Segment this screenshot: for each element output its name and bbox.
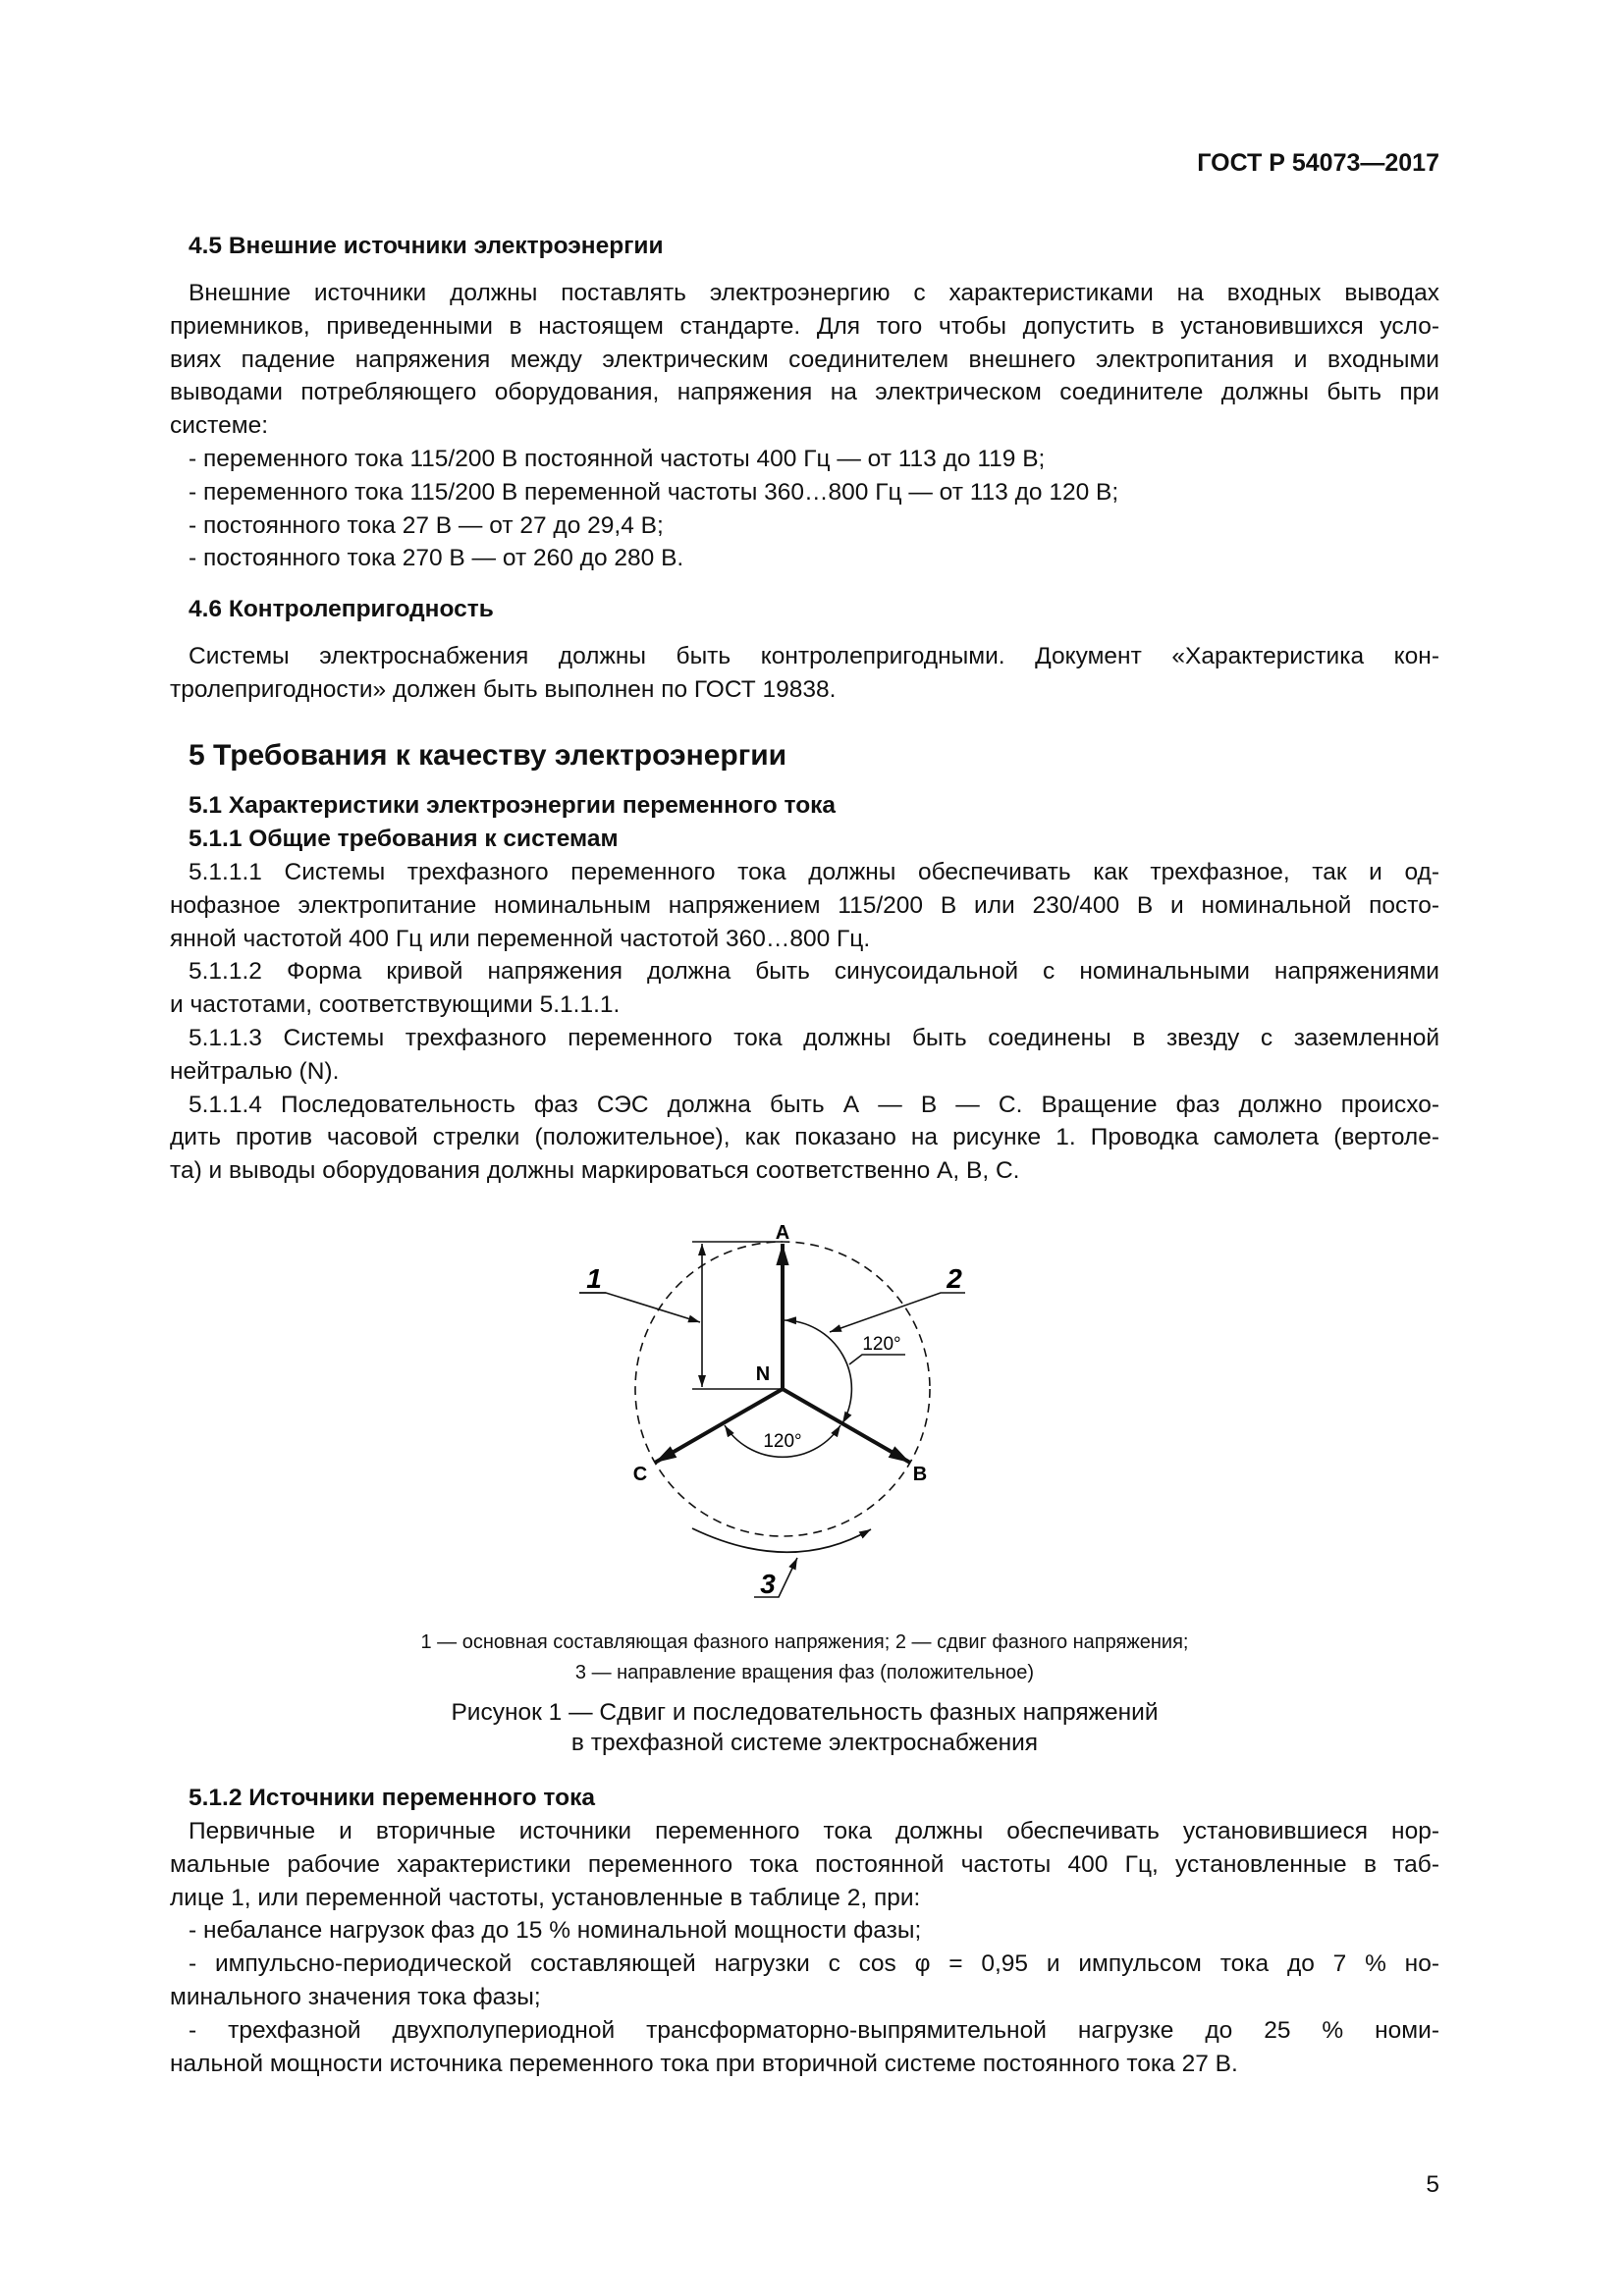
paragraph-line: 5.1.1.2 Форма кривой напряжения должна быть синусоидальной с номинальными напряжениями	[189, 958, 1439, 986]
figure-legend-line: 3 — направление вращения фаз (положительное)	[574, 1662, 1035, 1683]
paragraph-line: приемников, приведенными в настоящем стандарте. Для того чтобы допустить в установившихся усло-	[170, 312, 1439, 340]
paragraph-line: та) и выводы оборудования должны маркироваться соответственно А, В, С.	[170, 1157, 1020, 1185]
list-item: - постоянного тока 27 В — от 27 до 29,4 В;	[189, 511, 664, 539]
paragraph-line: янной частотой 400 Гц или переменной частотой 360…800 Гц.	[170, 925, 871, 952]
leader-2	[830, 1293, 965, 1332]
list-item: - постоянного тока 270 В — от 260 до 280 В.	[189, 545, 684, 572]
subsection-heading: 4.5 Внешние источники электроэнергии	[189, 233, 664, 259]
leader-1	[579, 1293, 700, 1322]
document-section	[170, 230, 1439, 575]
angle-leader	[849, 1355, 905, 1364]
spacer	[170, 626, 1439, 640]
paragraph-line: минального значения тока фазы;	[170, 1983, 541, 2010]
paragraph-line: нальной мощности источника переменного тока при вторичной системе постоянного тока 27 В.	[170, 2050, 1238, 2077]
figure-legend-line: 1 — основная составляющая фазного напряжения; 2 — сдвиг фазного напряжения;	[420, 1631, 1189, 1653]
paragraph-line: и частотами, соответствующими 5.1.1.1.	[170, 991, 621, 1019]
label-b: B	[912, 1464, 928, 1485]
figure-title-line: Рисунок 1 — Сдвиг и последовательность фазных напряжений	[451, 1699, 1159, 1726]
paragraph-line: тролепригодности» должен быть выполнен по ГОСТ 19838.	[170, 675, 837, 703]
spacer	[170, 263, 1439, 277]
subsection-heading: 5.1 Характеристики электроэнергии переменного тока	[189, 792, 837, 819]
paragraph-line: лице 1, или переменной частоты, установленные в таблице 2, при:	[170, 1884, 921, 1911]
paragraph-line: нейтралью (N).	[170, 1057, 340, 1085]
paragraph-line: мальные рабочие характеристики переменного тока постоянной частоты 400 Гц, установленные в таб-	[170, 1850, 1439, 1878]
document-section	[170, 593, 1439, 707]
label-n: N	[755, 1363, 771, 1385]
label-angle-top: 120°	[862, 1334, 901, 1355]
paragraph-line: выводами потребляющего оборудования, напряжения на электрическом соединителе должны быть при	[170, 379, 1439, 406]
paragraph-line: 5.1.1.1 Системы трехфазного переменного тока должны обеспечивать как трехфазное, так и од-	[189, 859, 1439, 885]
document-section	[170, 1782, 1439, 2080]
section-heading: 5 Требования к качеству электроэнергии	[189, 739, 787, 772]
callout-3: 3	[760, 1569, 776, 1599]
spacer	[170, 775, 1439, 789]
document-section	[170, 736, 1439, 1188]
paragraph-line: виях падение напряжения между электрическим соединителем внешнего электропитания и входными	[170, 346, 1439, 373]
callout-1: 1	[586, 1263, 602, 1294]
paragraph-line: 5.1.1.4 Последовательность фаз СЭС должна быть А — В — С. Вращение фаз должно происхо-	[189, 1091, 1439, 1118]
subsection-heading: 4.6 Контролепригодность	[189, 596, 494, 622]
rotation-arrow	[692, 1528, 871, 1552]
label-angle-bottom: 120°	[763, 1431, 802, 1452]
phase-diagram	[540, 1207, 1031, 1649]
list-item: - переменного тока 115/200 В постоянной частоты 400 Гц — от 113 до 119 В;	[189, 445, 1046, 472]
label-c: C	[632, 1464, 648, 1485]
paragraph-line: Внешние источники должны поставлять электроэнергию с характеристиками на входных выводах	[189, 280, 1439, 306]
paragraph-line: Системы электроснабжения должны быть контролепригодными. Документ «Характеристика кон-	[189, 643, 1439, 669]
list-item: - переменного тока 115/200 В переменной частоты 360…800 Гц — от 113 до 120 В;	[189, 478, 1119, 506]
figure-legend	[170, 1628, 1439, 1688]
callout-2: 2	[947, 1263, 962, 1294]
paragraph-line: нофазное электропитание номинальным напряжением 115/200 В или 230/400 В и номинальной посто-	[170, 891, 1439, 919]
subsection-heading: 5.1.1 Общие требования к системам	[189, 826, 619, 852]
paragraph-line: - трехфазной двухполупериодной трансформаторно-выпрямительной нагрузке до 25 % номи-	[189, 2016, 1439, 2044]
label-a: A	[775, 1222, 790, 1244]
paragraph-line: - небалансе нагрузок фаз до 15 % номинальной мощности фазы;	[189, 1917, 922, 1945]
paragraph-line: - импульсно-периодической составляющей нагрузки с cos φ = 0,95 и импульсом тока до 7 % но-	[189, 1950, 1439, 1978]
page-number: 5	[1426, 2171, 1439, 2198]
subsection-heading: 5.1.2 Источники переменного тока	[189, 1785, 595, 1811]
paragraph-line: Первичные и вторичные источники переменного тока должны обеспечивать установившиеся нор-	[189, 1818, 1439, 1844]
figure-title-line: в трехфазной системе электроснабжения	[570, 1730, 1039, 1756]
figure-caption	[170, 1697, 1439, 1758]
document-number: ГОСТ Р 54073—2017	[1197, 149, 1439, 177]
paragraph-line: дить против часовой стрелки (положительное), как показано на рисунке 1. Проводка самолета (вертоле-	[170, 1124, 1439, 1151]
paragraph-line: 5.1.1.3 Системы трехфазного переменного тока должны быть соединены в звезду с заземленной	[189, 1024, 1439, 1051]
paragraph-line: системе:	[170, 412, 269, 440]
